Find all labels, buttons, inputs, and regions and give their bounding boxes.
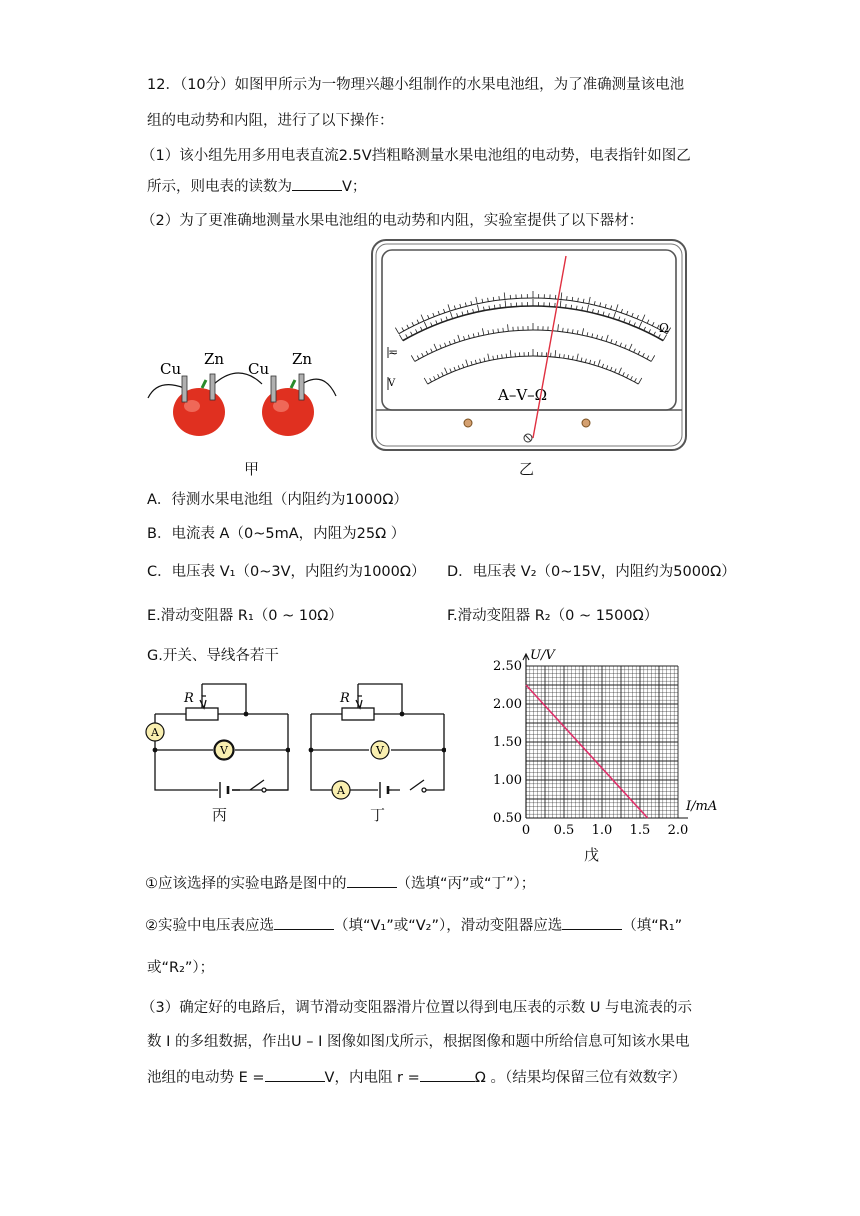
- answer-blank-emf[interactable]: [265, 1066, 325, 1082]
- part2-line: （2）为了更准确地测量水果电池组的电动势和内阻，实验室提供了以下器材：: [141, 213, 644, 229]
- subq-1: [145, 872, 535, 894]
- answer-blank-rheostat[interactable]: [562, 914, 622, 930]
- item-a: A．待测水果电池组（内阻约为1000Ω）: [147, 492, 408, 508]
- item-f: F.滑动变阻器 R₂（0 ~ 1500Ω）: [447, 608, 659, 624]
- y-axis: [523, 654, 529, 818]
- voltmeter-symbol-ding: V: [376, 744, 384, 757]
- x-tick-label: 0.5: [553, 823, 575, 838]
- ui-chart: [490, 646, 726, 842]
- part3-line-1: （3）确定好的电路后，调节滑动变阻器滑片位置以得到电压表的示数 U 与电流表的示: [141, 1000, 693, 1016]
- rheostat-label-ding: R: [340, 691, 350, 706]
- answer-blank-reading[interactable]: [292, 175, 342, 191]
- caption-yi: 乙: [519, 460, 535, 478]
- y-tick-label: 2.00: [493, 697, 522, 712]
- cu-label-1: Cu: [160, 360, 182, 378]
- part3-tail: Ω 。（结果均保留三位有效数字）: [474, 1070, 687, 1086]
- y-tick-label: 0.50: [493, 811, 522, 826]
- caption-wu: 戊: [584, 846, 600, 864]
- part3-line-3: [147, 1066, 686, 1088]
- figure-fruit-battery: [144, 348, 344, 444]
- subq-1-options: （选填“丙”或“丁”）；: [396, 876, 536, 892]
- x-tick-label: 2.0: [667, 823, 689, 838]
- y-tick-label: 1.00: [493, 773, 522, 788]
- answer-blank-resistance[interactable]: [420, 1066, 475, 1082]
- item-b: B．电流表 A（0~5mA，内阻为25Ω ）: [147, 526, 406, 542]
- ammeter-symbol-bing: A: [151, 726, 159, 739]
- circuit-ding: [296, 680, 446, 804]
- figure-multimeter: [370, 238, 688, 452]
- ammeter-symbol-ding: A: [337, 784, 345, 797]
- question-line-1: 12．（10分）如图甲所示为一物理兴趣小组制作的水果电池组，为了准确测量该电池: [147, 77, 685, 93]
- part1-unit: V；: [342, 179, 367, 195]
- rheostat-label-bing: R: [184, 691, 194, 706]
- item-e: E.滑动变阻器 R₁（0 ~ 10Ω）: [147, 608, 343, 624]
- emf-prompt: 池组的电动势 E =: [147, 1070, 265, 1086]
- subq-2-prompt: ②实验中电压表应选: [145, 918, 274, 934]
- caption-bing: 丙: [212, 806, 228, 824]
- x-axis-label: I/mA: [686, 799, 718, 814]
- y-axis-label: U/V: [530, 648, 555, 663]
- subq-2-mid: （填“V₁”或“V₂”），滑动变阻器应选: [334, 918, 563, 934]
- x-tick-label: 1.0: [591, 823, 613, 838]
- caption-jia: 甲: [244, 460, 260, 478]
- ac-symbol: ≂: [388, 345, 399, 359]
- answer-blank-voltmeter[interactable]: [274, 914, 334, 930]
- subq-1-prompt: ①应该选择的实验电路是图中的: [145, 876, 347, 892]
- item-d: D．电压表 V₂（0~15V，内阻约为5000Ω）: [447, 564, 736, 580]
- answer-blank-circuit[interactable]: [347, 872, 397, 888]
- subq-2-line-2: 或“R₂”）；: [147, 960, 215, 976]
- part1-line-2: [147, 175, 366, 197]
- subq-2: [145, 914, 682, 936]
- cu-label-2: Cu: [248, 360, 270, 378]
- meter-label: A–V–Ω: [498, 386, 548, 404]
- y-tick-label: 1.50: [493, 735, 522, 750]
- ohm-symbol: Ω: [659, 321, 669, 335]
- caption-ding: 丁: [370, 806, 386, 824]
- circuit-bing: [140, 680, 290, 804]
- zn-label-1: Zn: [204, 350, 225, 368]
- item-c: C．电压表 V₁（0~3V，内阻约为1000Ω）: [147, 564, 426, 580]
- voltmeter-symbol-bing: V: [220, 744, 228, 757]
- question-line-2: 组的电动势和内阻，进行了以下操作：: [147, 113, 394, 129]
- item-g: G.开关、导线各若干: [147, 648, 279, 664]
- dc-symbol: V: [388, 378, 396, 389]
- part1-line-1: （1）该小组先用多用电表直流2.5V挡粗略测量水果电池组的电动势，电表指针如图乙: [141, 148, 691, 164]
- part1-prompt: 所示，则电表的读数为: [147, 179, 292, 195]
- part3-line-2: 数 I 的多组数据，作出U – I 图像如图戊所示，根据图像和题中所给信息可知该水果电: [147, 1034, 690, 1050]
- zn-label-2: Zn: [292, 350, 313, 368]
- resistance-prompt: V，内电阻 r =: [324, 1070, 420, 1086]
- x-tick-label: 0: [521, 823, 531, 838]
- y-tick-label: 2.50: [493, 659, 522, 674]
- x-tick-label: 1.5: [629, 823, 651, 838]
- subq-2-tail: （填“R₁”: [622, 918, 683, 934]
